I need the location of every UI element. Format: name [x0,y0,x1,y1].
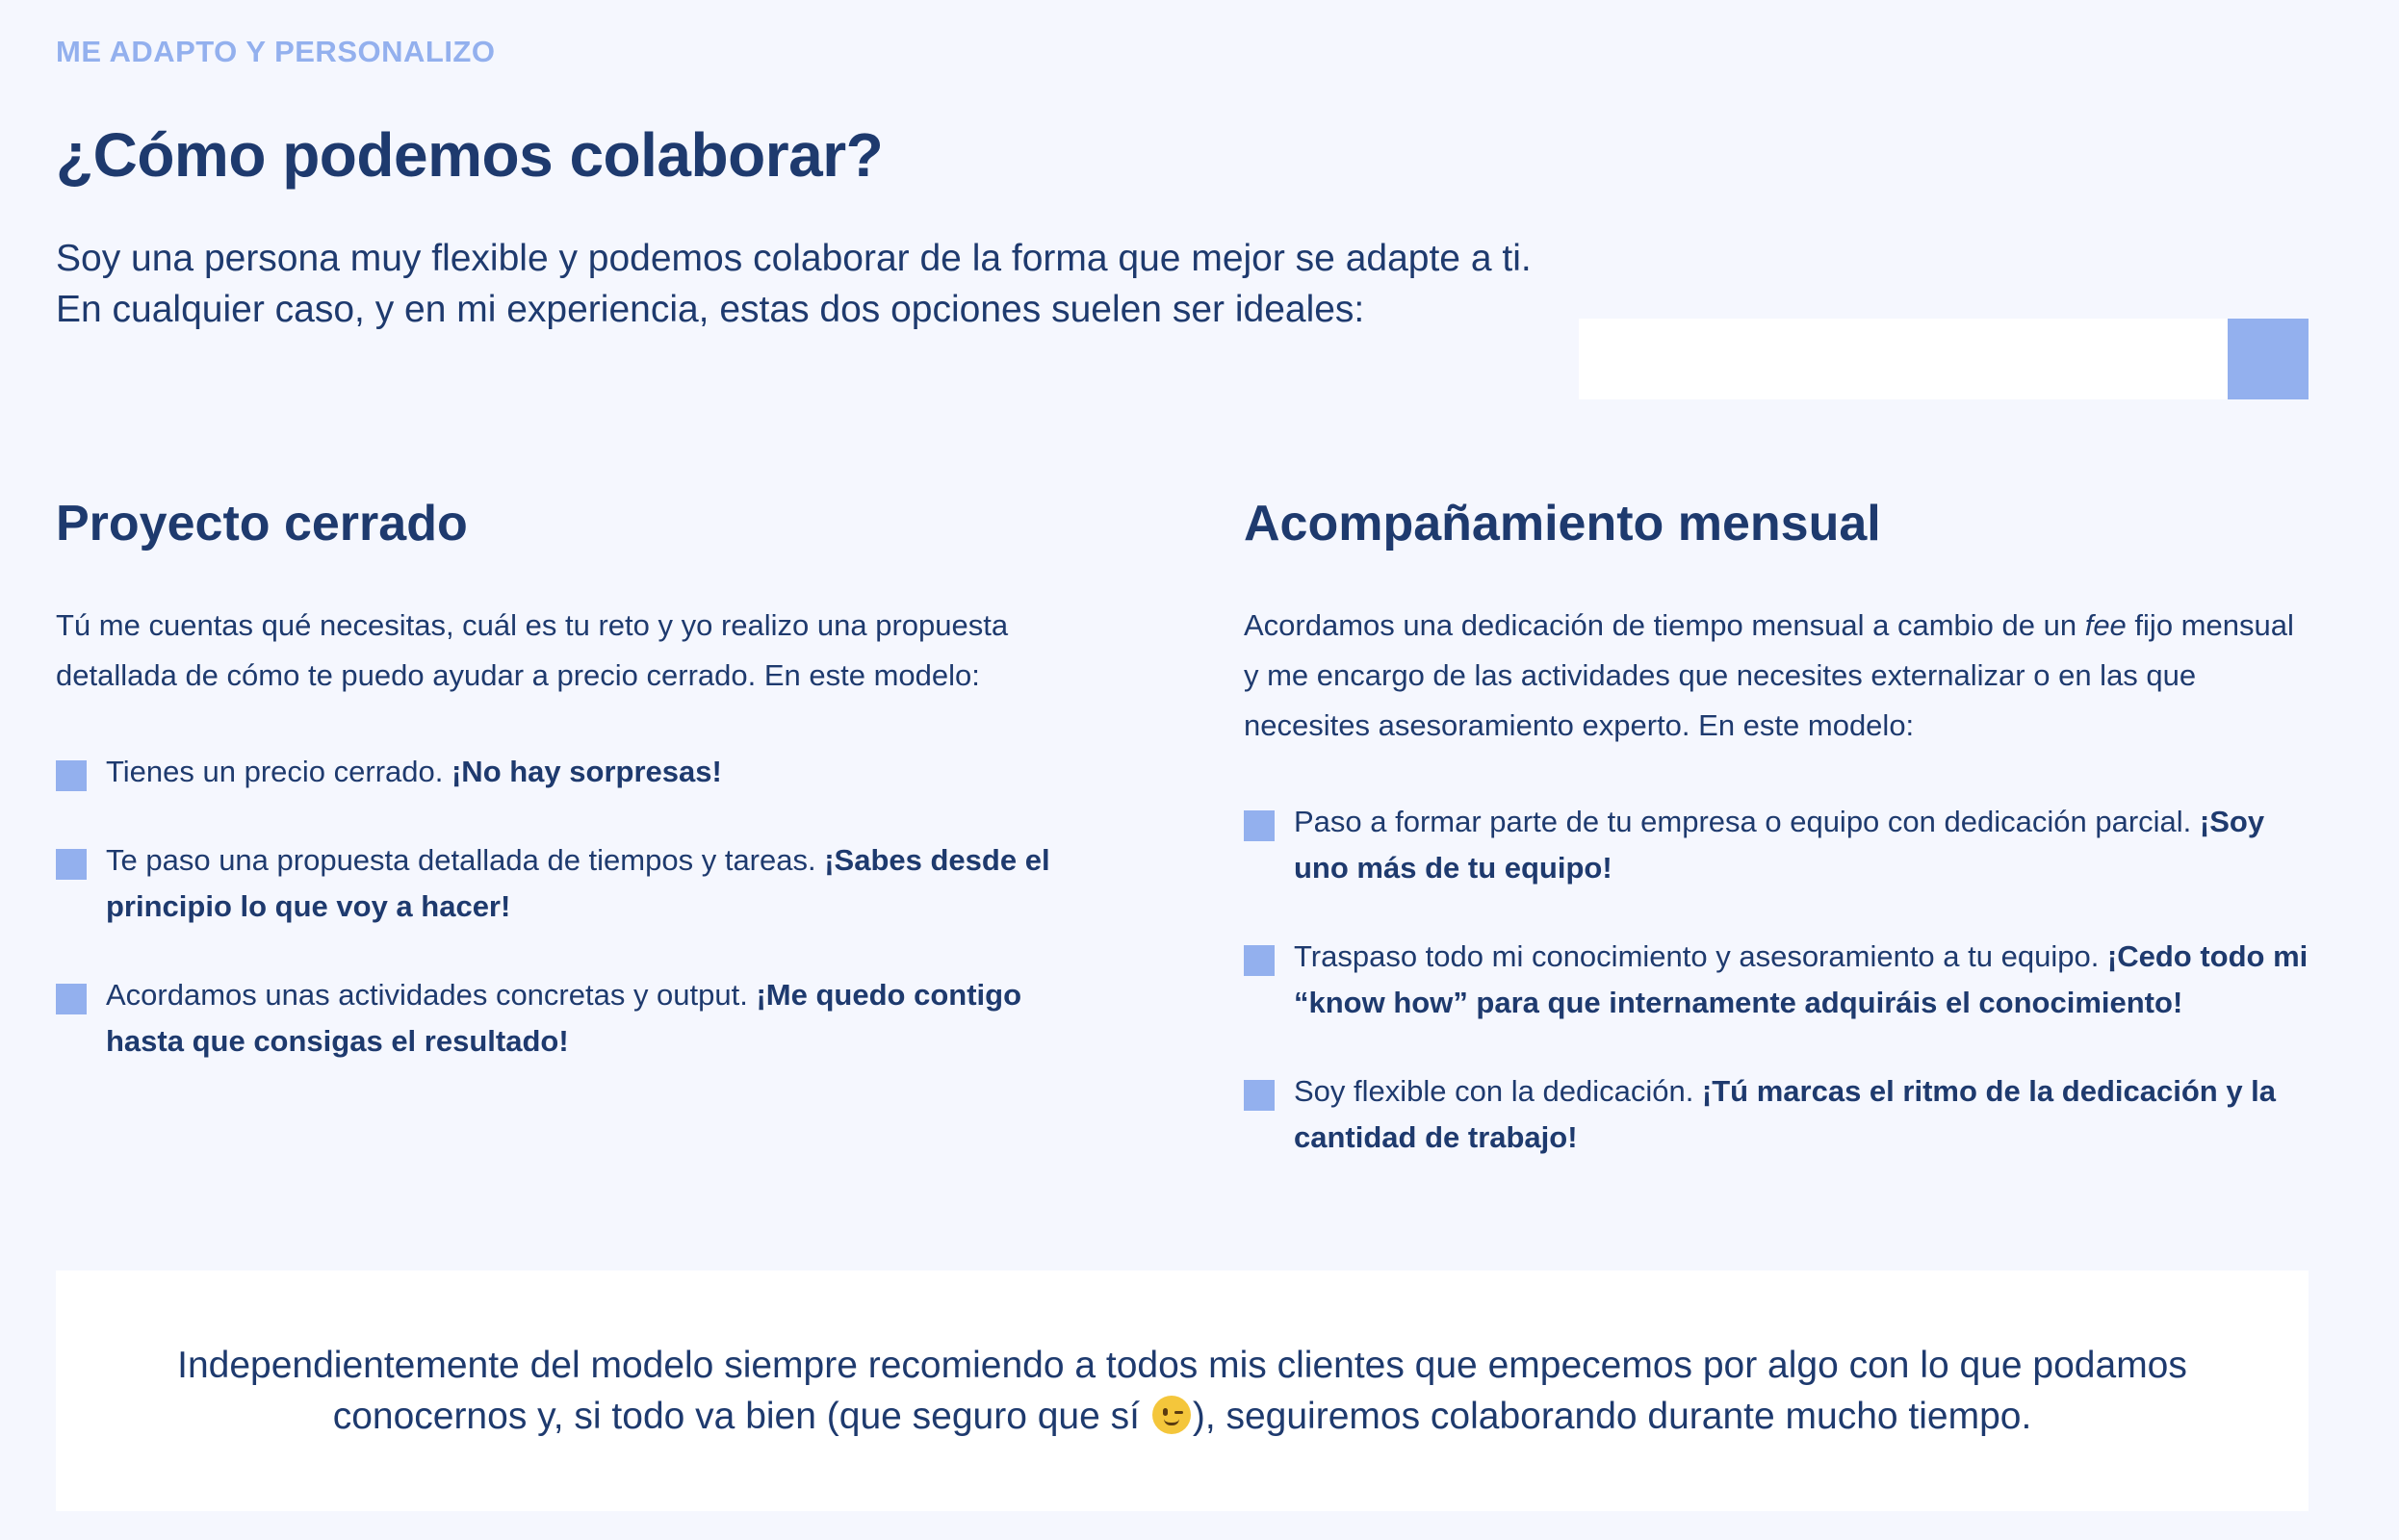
bullet-highlight: ¡Sabes desde el principio lo que voy a hacer! [106,843,1050,923]
search-box [1579,319,2309,399]
bullet-square-icon [1244,810,1275,841]
list-item [56,749,1096,795]
intro-text: Soy una persona muy flexible y podemos colaborar de la forma que mejor se adapte a ti. En cualquier caso, y en mi experiencia, estas dos opciones suelen ser ideales: [56,238,1532,330]
bullet-text: Soy flexible con la dedicación. [1294,1074,1702,1108]
list-item [1244,934,2312,1026]
bullet-highlight: ¡Soy uno más de tu equipo! [1294,805,2265,885]
bullet-highlight: ¡Tú marcas el ritmo de la dedicación y la cantidad de trabajo! [1294,1074,2277,1154]
closed-project-description: Tú me cuentas qué necesitas, cuál es tu reto y yo realizo una propuesta detallada de cómo te puedo ayudar a precio cerrado. En este modelo: [56,608,1009,692]
page-title: ¿Cómo podemos colaborar? [56,120,884,190]
monthly-description [1244,601,2312,751]
recommendation-text [152,1340,2212,1442]
list-item [56,837,1096,930]
list-item [1244,1068,2312,1161]
recommendation-note [56,1270,2309,1511]
closed-project-title: Proyecto cerrado [56,496,468,552]
bullet-text: Traspaso todo mi conocimiento y asesoramiento a tu equipo. [1294,939,2107,973]
bullet-highlight: ¡No hay sorpresas! [451,755,722,788]
monthly-section [1244,495,2312,1203]
bullet-text: Acordamos unas actividades concretas y output. [106,978,757,1012]
note-text-end: ), seguiremos colaborando durante mucho tiempo. [1192,1396,2032,1437]
bullet-square-icon [56,760,87,791]
note-text-start: Independientemente del modelo siempre recomiendo a todos mis clientes que empecemos por algo con lo que podamos conocernos y, si todo va bien (que seguro que sí [177,1345,2187,1437]
bullet-square-icon [56,849,87,880]
closed-project-list [56,749,1096,1065]
bullet-text: Paso a formar parte de tu empresa o equipo con dedicación parcial. [1294,805,2200,838]
search-button[interactable] [2228,319,2309,399]
monthly-description-end: fijo mensual y me encargo de las actividades que necesites externalizar o en las que necesites asesoramiento experto. En este modelo: [1244,608,2294,742]
bullet-square-icon [1244,1080,1275,1111]
bullet-square-icon [1244,945,1275,976]
bullet-highlight: ¡Me quedo contigo hasta que consigas el resultado! [106,978,1022,1058]
closed-project-section [56,495,1096,1107]
eyebrow-label: ME ADAPTO Y PERSONALIZO [56,35,496,68]
winking-face-icon [1152,1396,1191,1434]
bullet-square-icon [56,984,87,1014]
list-item [56,972,1096,1065]
bullet-highlight: ¡Cedo todo mi “know how” para que internamente adquiráis el conocimiento! [1294,939,2309,1019]
search-input[interactable] [1579,319,2228,399]
bullet-text: Te paso una propuesta detallada de tiempos y tareas. [106,843,825,877]
monthly-description-fee: fee [2084,608,2127,642]
list-item [1244,799,2312,891]
monthly-title: Acompañamiento mensual [1244,496,1881,552]
monthly-description-start: Acordamos una dedicación de tiempo mensual a cambio de un [1244,608,2085,642]
bullet-text: Tienes un precio cerrado. [106,755,451,788]
monthly-list [1244,799,2312,1161]
